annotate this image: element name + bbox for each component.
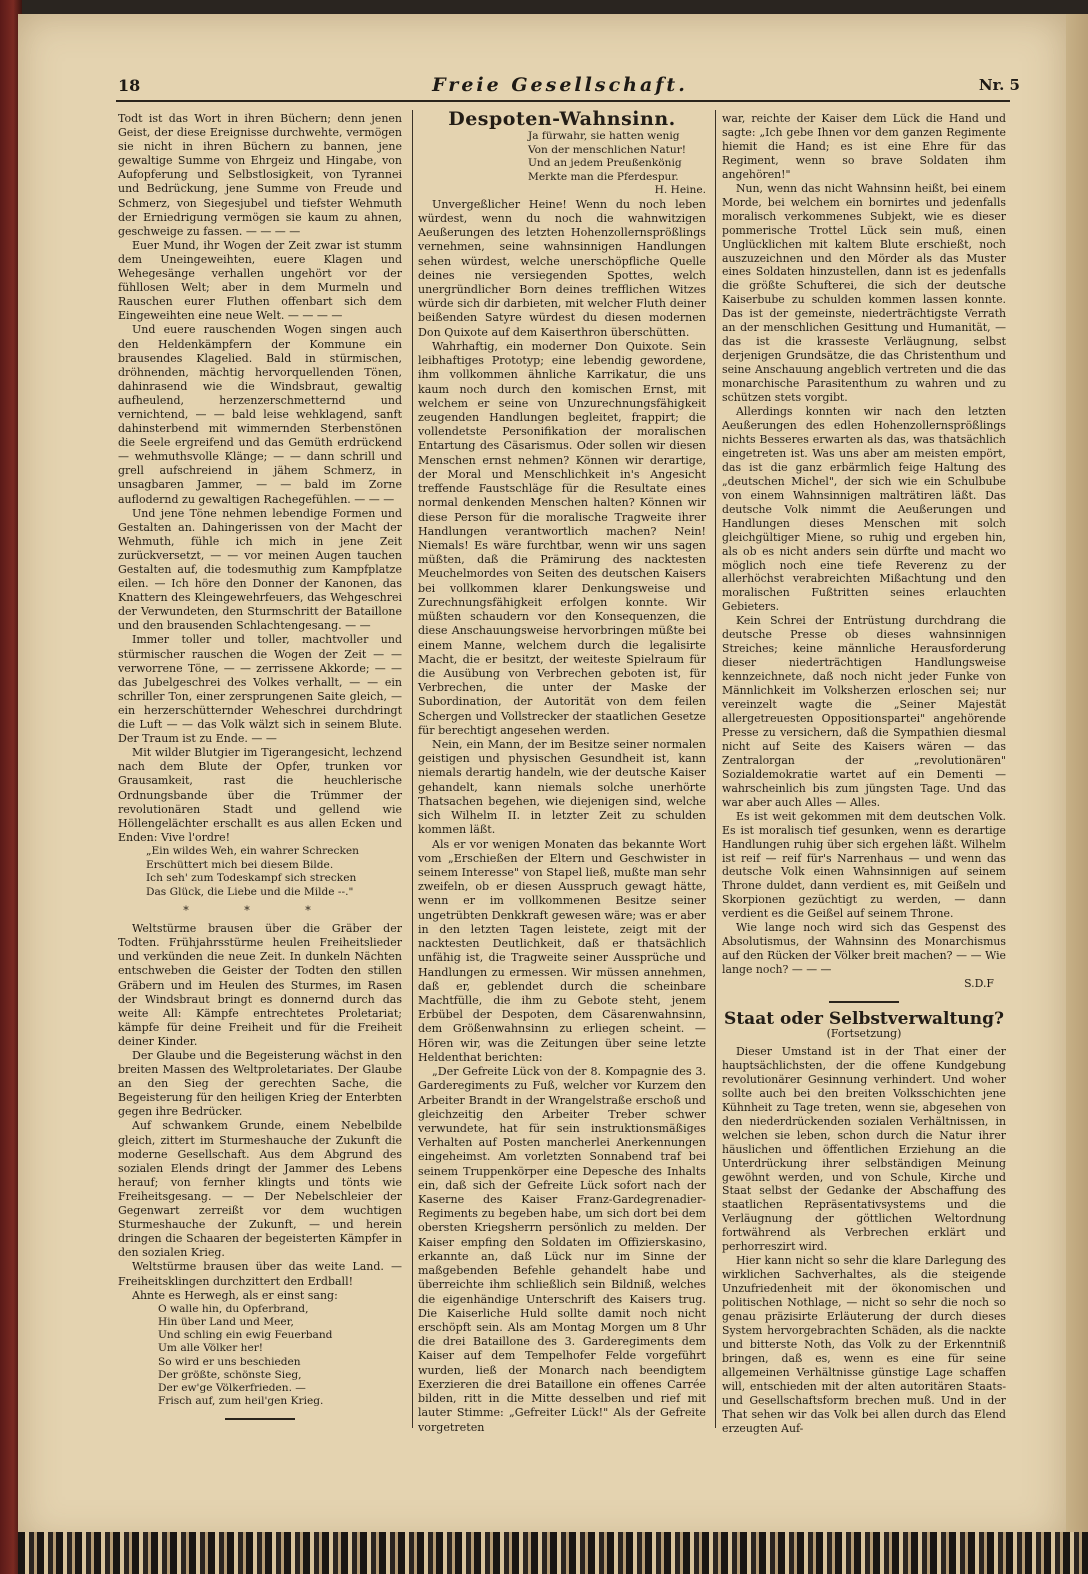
paragraph: Mit wilder Blutgier im Tigerangesicht, lechzend nach dem Blute der Opfer, trunken vor Grausamkeit, rast die heuchlerische Ordnungsbande über die Trümmer der revolutionären Stadt und gellend wie Höllengelächter erschallt es aus allen Ecken und Enden: Vive l'ordre!	[118, 746, 402, 844]
page-header	[100, 72, 1020, 102]
paragraph: war, reichte der Kaiser dem Lück die Hand und sagte: „Ich gebe Ihnen vor dem ganzen Regimente hiemit die Hand; es ist eine Ehre für das Regiment, wenn so brave Soldaten ihm angehören!"	[722, 112, 1006, 181]
paragraph: Dieser Umstand ist in der That einer der hauptsächlichsten, der die offene Kundgebung revolutionärer Gesinnung verhindert. Und woher sollte auch bei den breiten Volksschichten jene Kühnheit zu Tage treten, wenn sie, abgesehen von den niederdrückenden sozialen Verhältnissen, in welchen sie leben, schon durch die Natur ihrer häuslichen und öffentlichen Erziehung an die Unterdrückung ihrer selbständigen Meinung gewöhnt werden, und von Schule, Kirche und Staat selbst der Gedanke der Abschaffung des staatlichen Repräsentativsystems und die Verläugnung der göttlichen Weltordnung fortwährend als Verbrechen erklärt und perhorreszirt wird.	[722, 1044, 1006, 1254]
paragraph: Als er vor wenigen Monaten das bekannte Wort vom „Erschießen der Eltern und Geschwister in seinem Interesse" von Stapel ließ, mußte man sehr zweifeln, ob er diesen Ausspruch gewagt hätte, wenn er im vollkommenen Besitze seiner ungetrübten Denkkraft gewesen wäre; was er aber in den letzten Tagen leistete, zeigt mit der nacktesten Deutlichkeit, daß er thatsächlich unfähig ist, die Tragweite seiner Aussprüche und Handlungen zu ermessen. Wir müssen annehmen, daß er, geblendet durch die scheinbare Machtfülle, die ihm zu Gebote steht, jenem Erbübel der Despoten, dem Cäsarenwahnsinn, dem Größenwahnsinn zu erliegen scheint. — Hören wir, was die Zeitungen über seine letzte Heldenthat berichten:	[418, 837, 706, 1064]
column-divider-2	[715, 110, 716, 1428]
column-divider-1	[412, 110, 413, 1428]
verse-line: So wird er uns beschieden	[158, 1355, 301, 1368]
paragraph: Und euere rauschenden Wogen singen auch den Heldenkämpfern der Kommune ein brausendes Klagelied. Bald in stürmischen, dröhnenden, mächtig hervorquellenden Tönen, dahinrasend wie die Windsbraut, gewaltig aufheulend, herzenzerschmetternd und vernichtend, — — bald leise wehklagend, sanft dahinsterbend mit wimmernden Sterbenstönen die Seele ergreifend und das Gemüth erdrückend — wehmuthsvolle Klänge; — — dann schrill und grell aufschreiend in jähem Schmerz, in unsagbaren Jammer, — — bald im Zorne auflodernd zu gewaltigen Rachegefühlen. — — —	[118, 323, 402, 506]
paragraph: Weltstürme brausen über die Gräber der Todten. Frühjahrsstürme heulen Freiheitslieder und verkünden die neue Zeit. In dunkeln Nächten entschweben die Geister der Todten den stillen Gräbern und im Heulen des Sturmes, im Rasen der Windsbraut bringt es donnernd durch das weite All: Kämpfe entrechtetes Proletariat; kämpfe für deine Freiheit und für die Freiheit deiner Kinder.	[118, 922, 402, 1048]
article-title: Staat oder Selbstverwaltung?	[724, 1009, 1004, 1030]
column-2	[418, 108, 706, 1435]
paragraph: Und jene Töne nehmen lebendige Formen und Gestalten an. Dahingerissen von der Macht der Wehmuth, fühle ich mich in jene Zeit zurückversetzt, — — vor meinen Augen tauchen Gestalten auf, die todesmuthig zum Kampfplatze eilen. — Ich höre den Donner der Kanonen, das Knattern des Kleingewehrfeuers, das Wehgeschrei der Verwundeten, den Sturmschritt der Bataillone und den brausenden Schlachtengesang. — —	[118, 506, 402, 633]
motto-block	[528, 130, 706, 198]
motto-line: Ja fürwahr, sie hatten wenig	[528, 130, 680, 143]
section-stars: * * *	[183, 904, 337, 918]
paragraph: Weltstürme brausen über das weite Land. — Freiheitsklingen durchzittert den Erdball!	[118, 1260, 402, 1288]
paragraph: Wahrhaftig, ein moderner Don Quixote. Sein leibhaftiges Prototyp; eine lebendig gewordene, ihm vollkommen ähnliche Karrikatur, die uns kaum noch durch den komischen Ernst, mit welchem er seine von Unzurechnungsfähigkeit zeugenden Handlungen begleitet, frappirt; die vollendetste Personifikation der moralischen Entartung des Cäsarismus. Oder sollen wir diesen Menschen ernst nehmen? Können wir derartige, der Moral und Menschlichkeit in's Angesicht treffende Faustschläge für die Resultate eines normal denkenden Menschen halten? Können wir diese Person für die moralische Tragweite ihrer Handlungen verantwortlich machen? Nein! Niemals! Es wäre furchtbar, wenn wir uns sagen müßten, daß die Prämirung des nacktesten Meuchelmordes von Seiten des deutschen Kaisers bei vollkommen klarer Denkungsweise und Zurechnungsfähigkeit erfolgen konnte. Wir müßten schaudern vor den Konsequenzen, die diese Anschauungsweise hervorbringen müßte bei einem Manne, welchem durch die legalisirte Macht, die er besitzt, der weiteste Spielraum für die Ausübung von Verbrechen geboten ist, für Verbrechen, die unter der Maske der Subordination, der Autorität von dem feilen Schergen und Vollstrecker der staatlichen Gesetze für berechtigt angesehen werden.	[418, 339, 706, 737]
column-3	[722, 112, 1006, 1436]
quote-block	[146, 845, 402, 900]
article-separator	[829, 1001, 899, 1003]
quote-line: Ich seh' zum Todeskampf sich strecken	[146, 872, 357, 885]
paragraph: Ahnte es Herwegh, als er einst sang:	[132, 1288, 338, 1302]
paragraph: Nun, wenn das nicht Wahnsinn heißt, bei einem Morde, bei welchem ein bornirtes und jedenfalls moralisch verkommenes Subjekt, wie es dieser pommerische Trottel Lück sein muß, einen Unglücklichen mit kaltem Blute erschießt, noch auszuzeichnen und den Mörder als das Muster eines Soldaten hinzustellen, dann ist es jedenfalls die größte Schufterei, die sich der deutsche Kaiserbube zu schulden kommen lassen konnte. Das ist der gemeinste, niederträchtigste Verrath an der menschlichen Gesittung und Humanität, — das ist die krasseste Verläugnung, selbst derjenigen Grundsätze, die das Christenthum und seine Anschauung angeblich vertreten und die das monarchische Parasitenthum zu wahren und zu schützen stets vorgibt.	[722, 181, 1006, 405]
verse-line: Der ew'ge Völkerfrieden. —	[158, 1381, 306, 1394]
motto-author: H. Heine.	[654, 184, 706, 197]
article-subtitle: (Fortsetzung)	[826, 1027, 902, 1040]
paragraph: Euer Mund, ihr Wogen der Zeit zwar ist stumm dem Uneingeweihten, euere Klagen und Wehegesänge verhallen ungehört vor der fühllosen Welt; aber in dem Murmeln und Rauschen eurer Fluthen offenbart sich dem Eingeweihten eine neue Welt. — — — —	[118, 238, 402, 323]
issue-number: Nr. 5	[978, 76, 1020, 94]
end-rule	[225, 1418, 295, 1420]
verse-line: Hin über Land und Meer,	[158, 1315, 294, 1328]
paragraph: Auf schwankem Grunde, einem Nebelbilde gleich, zittert im Sturmeshauche der Zukunft die moderne Gesellschaft. Aus dem Abgrund des sozialen Elends dringt der Jammer des Lebens herauf; von fernher klingts und tönts wie Freiheitsgesang. — — Der Nebelschleier der Gegenwart zerreißt vor dem wuchtigen Sturmeshauche der Zukunft, — und herein dringen die Schaaren der begeisterten Kämpfer in den sozialen Krieg.	[118, 1119, 402, 1260]
article-signature: S.D.F	[964, 977, 994, 991]
page-number: 18	[118, 76, 141, 95]
header-rule	[116, 100, 1010, 102]
motto-line: Von der menschlichen Natur!	[528, 143, 687, 156]
verse-line: Der größte, schönste Sieg,	[158, 1368, 302, 1381]
poem-block	[158, 1303, 402, 1409]
paragraph: Es ist weit gekommen mit dem deutschen Volk. Es ist moralisch tief gesunken, wenn es derartige Handlungen ruhig über sich ergehen läßt. Wilhelm ist reif — reif für's Narrenhaus — und wenn das deutsche Volk einen Wahnsinnigen auf seinem Throne duldet, dann verdient es, mit Geißeln und Skorpionen gezüchtigt zu werden, — dann verdient es die Geißel auf seinem Throne.	[722, 809, 1006, 921]
column-1	[118, 112, 402, 1430]
paragraph: Unvergeßlicher Heine! Wenn du noch leben würdest, wenn du noch die wahnwitzigen Aeußerungen des letzten Hohenzollernsprößlings vernehmen, seine wahnsinnigen Handlungen sehen würdest, welche unerschöpfliche Quelle deines nie versiegenden Spottes, welch unergründlicher Born deines trefflichen Witzes würde sich dir darbieten, mit welcher Fluth deiner beißenden Satyre würdest du diesen modernen Don Quixote auf dem Kaiserthron überschütten.	[418, 197, 706, 339]
paragraph: Kein Schrei der Entrüstung durchdrang die deutsche Presse ob dieses wahnsinnigen Streiches; keine männliche Herausforderung dieser niederträchtigen Handlungsweise kennzeichnete, daß noch nicht jeder Funke von Männlichkeit im Volksherzen erloschen sei; nur vereinzelt wagte die „Seiner Majestät allergetreuesten Oppositionspartei" angehörende Presse zu versichern, daß die Sympathien diesmal nicht auf Seite des Kaisers wären — das Zentralorgan der „revolutionären" Sozialdemokratie wartet auf ein Dementi — wahrscheinlich bis zum jüngsten Tage. Und das war aber auch Alles — Alles.	[722, 614, 1006, 809]
paragraph: Allerdings konnten wir nach den letzten Aeußerungen des edlen Hohenzollernsprößlings nichts Besseres erwarten als das, was thatsächlich eingetreten ist. Was uns aber am meisten empört, das ist die ganz erbärmlich feige Haltung des „deutschen Michel", der sich wie ein Schulbube von einem Wahnsinnigen malträtiren läßt. Das deutsche Volk nimmt die Aeußerungen und Handlungen dieses Menschen mit solch gleichgültiger Miene, so ruhig und ergeben hin, als ob es nicht anders sein dürfte und macht wo möglich noch eine tiefe Reverenz zu der allerhöchst verabreichten Mißachtung und den moralischen Fußtritten seines erlauchten Gebieters.	[722, 405, 1006, 614]
quote-line: Das Glück, die Liebe und die Milde --."	[146, 886, 354, 899]
paragraph: Nein, ein Mann, der im Besitze seiner normalen geistigen und physischen Gesundheit ist, kann niemals derartig handeln, wie der deutsche Kaiser gehandelt, kann niemals solche unerhörte Thatsachen begehen, wie diejenigen sind, welche sich Wilhelm II. in letzter Zeit zu schulden kommen läßt.	[418, 738, 706, 837]
masthead-title: Freie Gesellschaft.	[432, 74, 688, 96]
paragraph: „Der Gefreite Lück von der 8. Kompagnie des 3. Garderegiments zu Fuß, welcher vor Kurzem den Arbeiter Brandt in der Wrangelstraße erschoß und gleichzeitig den Arbeiter Treber schwer verwundete, hat für sein instruktionsmäßiges Verhalten auf Posten mancherlei Anerkennungen eingeheimst. Am vorletzten Sonnabend traf bei seinem Truppenkörper eine Depesche des Inhalts ein, daß sich der Gefreite Lück sofort nach der Kaserne des Kaiser Franz-Gardegrenadier-Regiments zu begeben habe, um sich dort bei dem obersten Kriegsherrn persönlich zu melden. Der Kaiser empfing den Soldaten im Offizierskasino, erkannte an, daß Lück nur im Sinne der maßgebenden Befehle gehandelt habe und überreichte ihm schließlich sein Bildniß, welches die eigenhändige Unterschrift des Kaisers trug. Die Kaiserliche Huld sollte damit noch nicht erschöpft sein. Als am Montag Morgen um 8 Uhr die drei Bataillone des 3. Garderegiments dem Kaiser auf dem Tempelhofer Felde vorgeführt wurden, ließ der Monarch nach beendigtem Exerzieren die drei Bataillone ein offenes Carrée bilden, ritt in die Mitte desselben und rief mit lauter Stimme: „Gefreiter Lück!" Als der Gefreite vorgetreten	[418, 1065, 706, 1434]
paragraph: Wie lange noch wird sich das Gespenst des Absolutismus, der Wahnsinn des Monarchismus auf den Rücken der Völker breit machen? — — Wie lange noch? — — —	[722, 921, 1006, 977]
paragraph: Hier kann nicht so sehr die klare Darlegung des wirklichen Sachverhaltes, als die steigende Unzufriedenheit mit der ökonomischen und politischen Nothlage, — nicht so sehr die noch so genau präzisirte Erläuterung der durch dieses System hervorgebrachten Schäden, als die nackte und bitterste Noth, das Volk zu der Erkenntniß bringen, daß es, wenn es eine für seine allgemeinen Verhältnisse günstige Lage schaffen will, entschieden mit der alten autoritären Staats- und Gesellschaftsform brechen muß. Und in der That sehen wir das Volk bei allen durch das Elend erzeugten Auf-	[722, 1254, 1006, 1435]
verse-line: Und schling ein ewig Feuerband	[158, 1329, 333, 1342]
quote-line: Erschüttert mich bei diesem Bilde.	[146, 858, 334, 871]
verse-line: O walle hin, du Opferbrand,	[158, 1302, 309, 1315]
motto-line: Merkte man die Pferdespur.	[528, 170, 679, 183]
paragraph: Todt ist das Wort in ihren Büchern; denn jenen Geist, der diese Ereignisse durchwehte, vermögen sie nicht in ihren Büchern zu bannen, jene gewaltige Summe von Ehrgeiz und Hingabe, von Aufopferung und Selbstlosigkeit, von Tyrannei und Bedrückung, jene Summe von Freude und Schmerz, von Siegesjubel und tiefster Wehmuth der Erniedrigung vermögen sie kaum zu ahnen, geschweige zu fassen. — — — —	[118, 112, 402, 238]
paragraph: Immer toller und toller, machtvoller und stürmischer rauschen die Wogen der Zeit — — verworrene Töne, — — zerrissene Akkorde; — — das Jubelgeschrei des Volkes verhallt, — — ein schriller Ton, einer zersprungenen Saite gleich, — ein herzerschütternder Weheschrei durchdringt die Luft — — das Volk wälzt sich in seinem Blute. Der Traum ist zu Ende. — —	[118, 633, 402, 746]
paragraph: Der Glaube und die Begeisterung wächst in den breiten Massen des Weltproletariates. Der Glaube an den Sieg der gerechten Sache, die Begeisterung für den heiligen Krieg der Enterbten gegen ihre Bedrücker.	[118, 1049, 402, 1119]
article-title: Despoten-Wahnsinn.	[448, 108, 676, 130]
quote-line: „Ein wildes Weh, ein wahrer Schrecken	[146, 844, 359, 857]
page-bottom-edge	[18, 1532, 1088, 1574]
motto-line: Und an jedem Preußenkönig	[528, 157, 682, 170]
verse-line: Um alle Völker her!	[158, 1342, 264, 1355]
verse-line: Frisch auf, zum heil'gen Krieg.	[158, 1395, 324, 1408]
